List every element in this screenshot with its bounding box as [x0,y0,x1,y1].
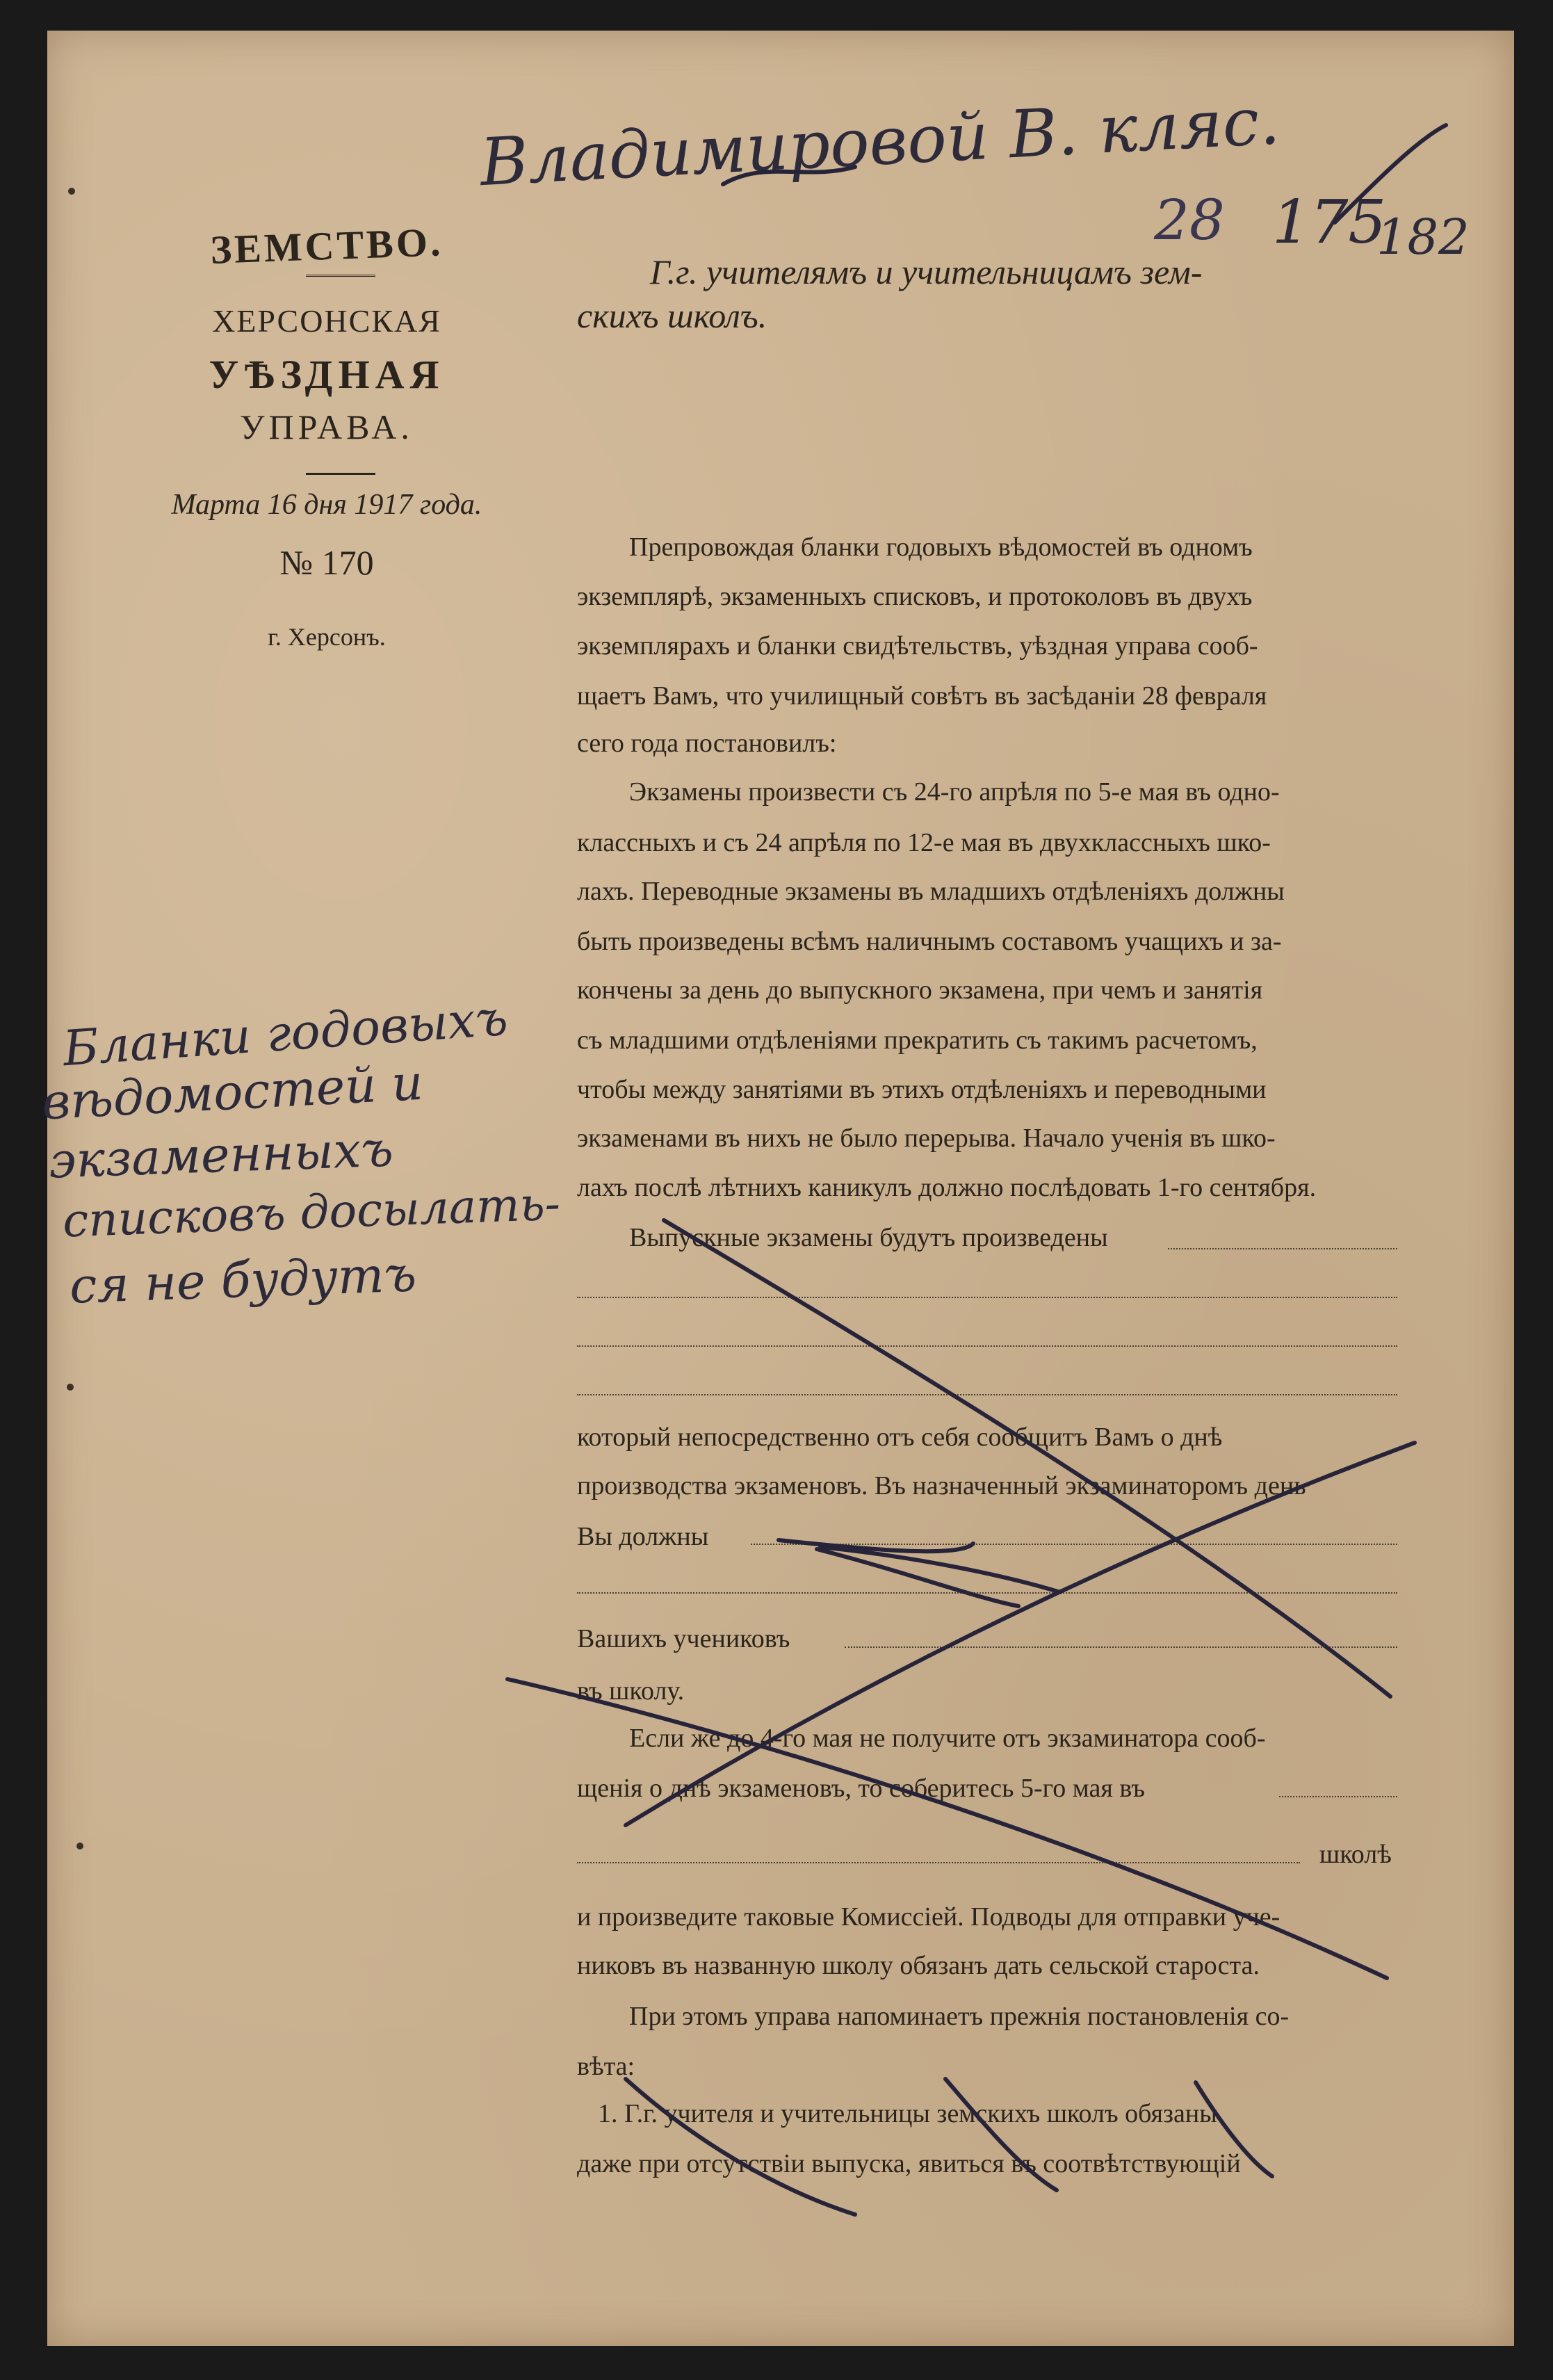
punch-hole [67,1384,74,1391]
handwritten-recipient: Владимировой В. кляс. [478,83,1282,202]
margin-note-line: Бланки годовыхъ [60,989,510,1078]
office-name-2: УПРАВА. [240,407,414,446]
fill-in-line [845,1646,1397,1648]
letter-city: г. Херсонъ. [268,623,386,651]
paragraph-line: чтобы между занятіями въ этихъ отдѣленіяхъ и переводными [577,1075,1267,1104]
fill-in-line [1279,1796,1397,1797]
paragraph-line: сего года постановилъ: [577,729,837,758]
paragraph-line: и произведите таковые Комиссіей. Подводы для отправки уче- [577,1902,1280,1932]
paragraph-line: вѣта: [577,2052,635,2081]
paragraph-line: который непосредственно отъ себя сообщитъ Вамъ о днѣ [577,1423,1223,1452]
paragraph-line: Вы должны [577,1522,709,1551]
paragraph-line: съ младшими отдѣленіями прекратить съ такимъ расчетомъ, [577,1026,1258,1055]
fill-in-line [751,1544,1397,1545]
fill-in-line [577,1345,1397,1347]
punch-hole [68,188,75,195]
fill-in-line [1168,1248,1397,1249]
handwritten-number-2: 175 [1272,188,1387,257]
fill-in-line [577,1394,1397,1395]
handwritten-number-3: 182 [1376,209,1470,266]
handwritten-number-1: 28 [1154,188,1225,252]
paragraph-line: лахъ послѣ лѣтнихъ каникулъ должно послѣдовать 1-го сентября. [577,1173,1317,1202]
margin-note-line: экзаменныхъ [47,1120,395,1190]
paragraph-line: Препровождая бланки годовыхъ вѣдомостей въ одномъ [629,533,1253,562]
paragraph-line: Выпускные экзамены будутъ произведены [629,1223,1108,1252]
paragraph-line: экземплярѣ, экзаменныхъ списковъ, и протоколовъ въ двухъ [577,582,1253,611]
paragraph-line: производства экзаменовъ. Въ назначенный экзаминаторомъ день [577,1471,1306,1500]
paragraph-line: щаетъ Вамъ, что училищный совѣтъ въ засѣданіи 28 февраля [577,681,1267,711]
fill-in-line [577,1297,1397,1298]
margin-note-line: ся не будутъ [68,1245,418,1315]
fill-in-line [577,1592,1397,1594]
paragraph-line: классныхъ и съ 24 апрѣля по 12-е мая въ двухклассныхъ шко- [577,828,1271,857]
letter-number: № 170 [279,543,374,582]
paragraph-line: Если же до 4-го мая не получите отъ экзаминатора сооб- [629,1724,1266,1753]
paragraph-line: никовъ въ названную школу обязанъ дать сельской староста. [577,1951,1260,1980]
letterhead-divider [306,275,375,277]
paragraph-line: даже при отсутствіи выпуска, явиться въ соотвѣтствующій [577,2149,1241,2178]
paragraph-line: лахъ. Переводные экзамены въ младшихъ отдѣленіяхъ должны [577,877,1285,906]
paragraph-line: кончены за день до выпускного экзамена, при чемъ и занятія [577,976,1263,1005]
office-name-1: УѢЗДНАЯ [209,352,445,397]
letterhead-divider-2 [306,473,375,475]
paragraph-line: 1. Г.г. учителя и учительницы земскихъ школъ обязаны [598,2099,1217,2128]
paragraph-line: Вашихъ учениковъ [577,1624,790,1653]
paragraph-line: экзаменами въ нихъ не было перерыва. Начало ученія въ шко- [577,1124,1276,1153]
punch-hole [76,1843,83,1849]
province-name: ХЕРСОНСКАЯ [212,303,441,339]
margin-note-line: вѣдомостей и [40,1053,425,1131]
paragraph-line: экземплярахъ и бланки свидѣтельствъ, уѣздная управа сооб- [577,631,1258,661]
margin-note-line: списковъ досылать- [61,1176,562,1248]
address-line-2: скихъ школъ. [577,296,767,335]
fill-in-line [577,1862,1300,1863]
paragraph-line: Экзамены произвести съ 24-го апрѣля по 5-е мая въ одно- [629,777,1280,807]
paragraph-line: въ школу. [577,1676,685,1706]
paragraph-line: щенія о днѣ экзаменовъ, то соберитесь 5-го мая въ [577,1774,1146,1803]
paragraph-line: При этомъ управа напоминаетъ прежнія постановленія со- [629,2002,1290,2031]
letter-date: Марта 16 дня 1917 года. [171,489,482,521]
paragraph-line: школѣ [1319,1840,1392,1869]
paragraph-line: быть произведены всѣмъ наличнымъ составомъ учащихъ и за- [577,927,1282,956]
address-line-1: Г.г. учителямъ и учительницамъ зем- [650,252,1203,291]
zemstvo-title: ЗЕМСТВО. [209,219,444,273]
